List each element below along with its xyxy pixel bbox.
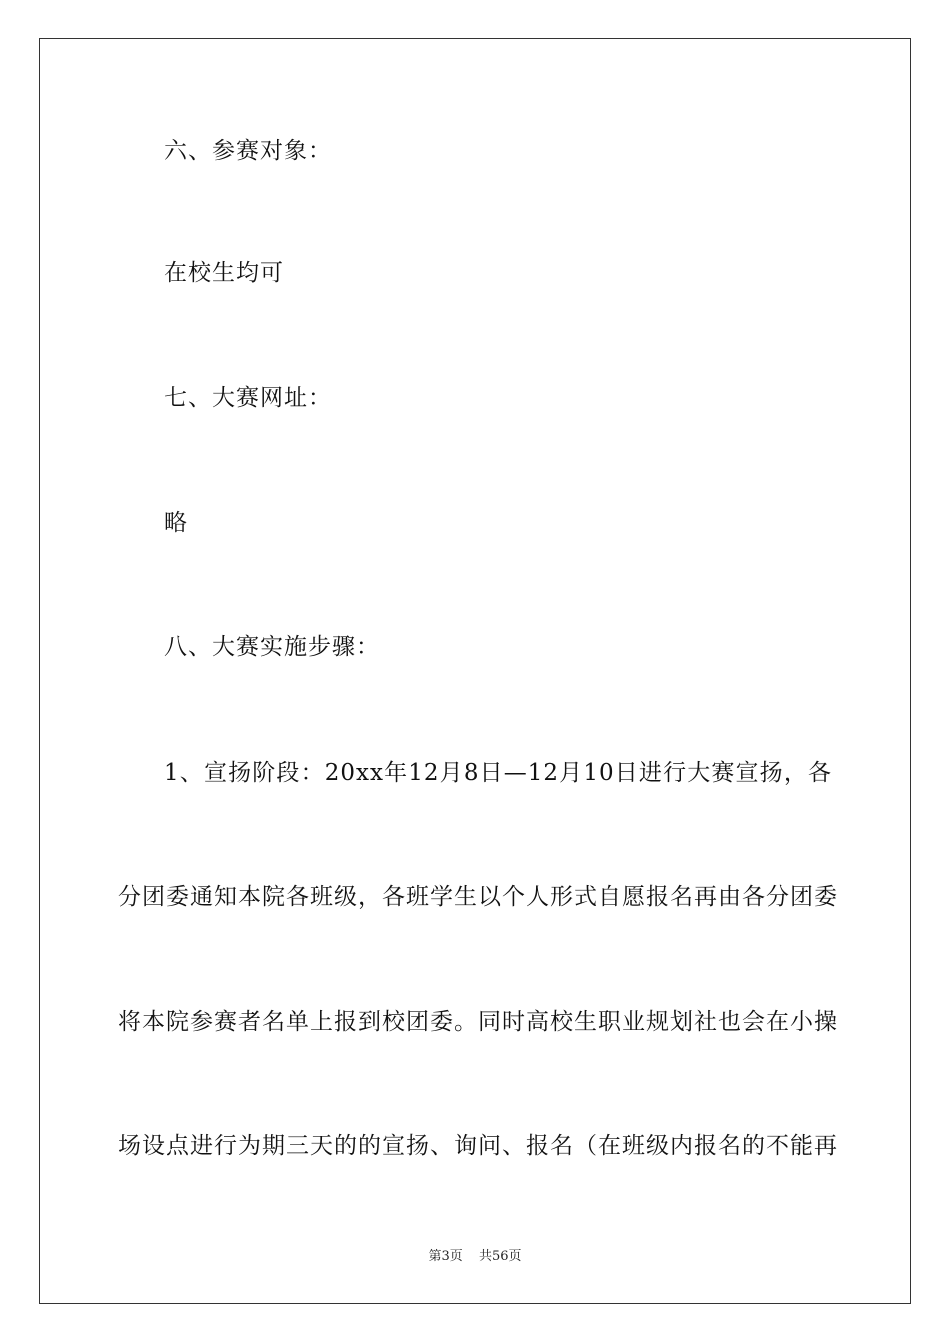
paragraph-line: 分团委通知本院各班级，各班学生以个人形式自愿报名再由各分团委 xyxy=(118,884,838,910)
paragraph-participants: 在校生均可 xyxy=(164,260,284,286)
page-footer xyxy=(0,1248,950,1266)
page-border xyxy=(39,38,911,1304)
paragraph-line: 1、宣扬阶段：20xx年12月8日—12月10日进行大赛宣扬，各 xyxy=(164,760,832,786)
paragraph-website: 略 xyxy=(164,510,188,536)
paragraph-line: 将本院参赛者名单上报到校团委。同时高校生职业规划社也会在小操 xyxy=(118,1009,838,1035)
page-number-total: 共56页 xyxy=(478,1249,522,1264)
section-heading-participants: 六、参赛对象： xyxy=(164,138,332,164)
section-heading-website: 七、大赛网址： xyxy=(164,385,332,411)
page-number-current: 第3页 xyxy=(428,1249,463,1264)
section-heading-steps: 八、大赛实施步骤： xyxy=(164,634,380,660)
paragraph-line: 场设点进行为期三天的的宣扬、询问、报名（在班级内报名的不能再 xyxy=(118,1133,838,1159)
